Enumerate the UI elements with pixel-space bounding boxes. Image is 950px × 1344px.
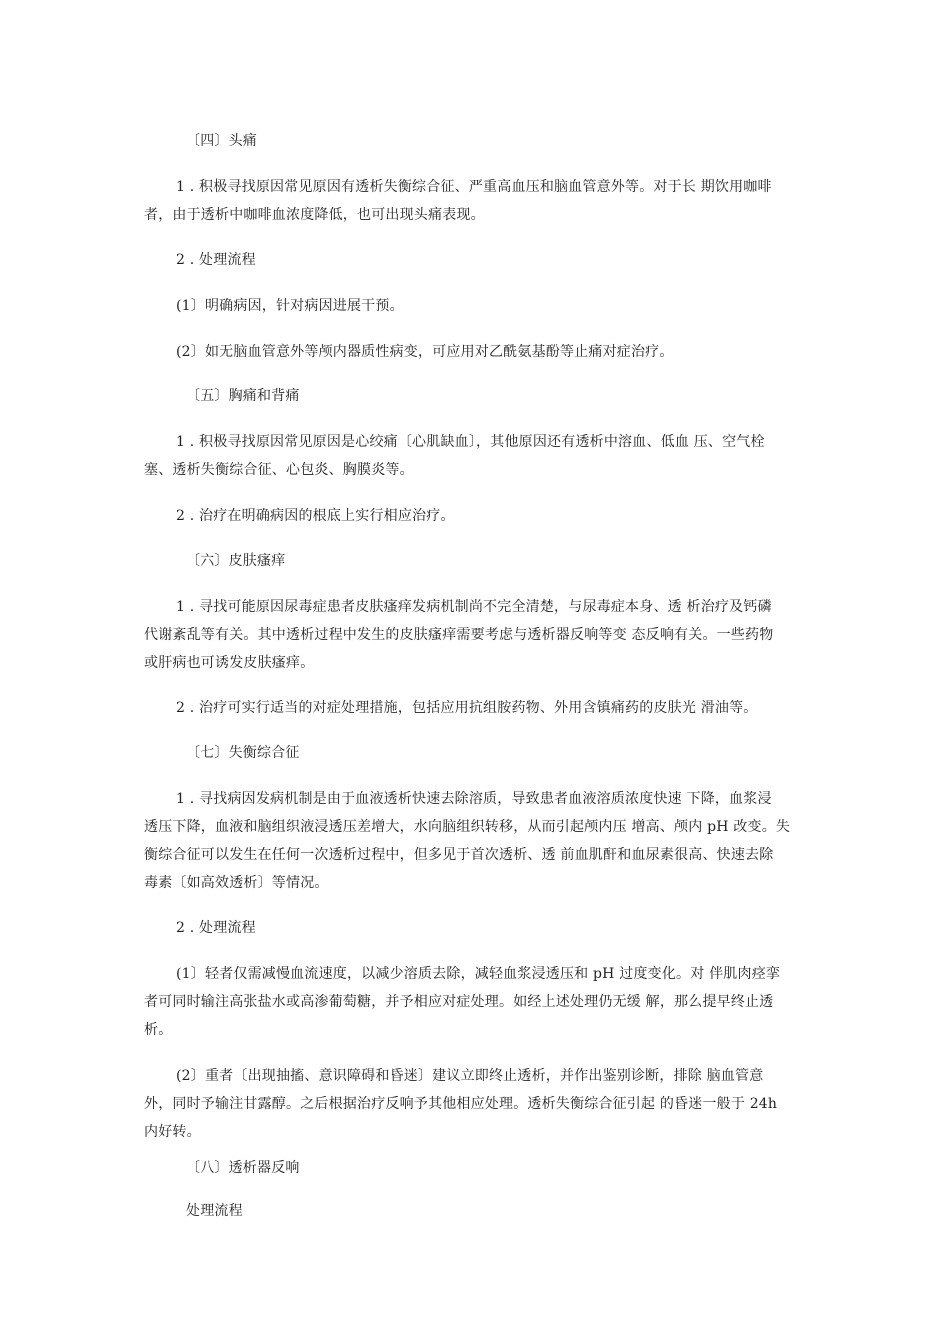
paragraph-line: (1〕明确病因，针对病因进展干预。 (176, 298, 404, 314)
paragraph-line: 1 . 寻找病因发病机制是由于血液透析快速去除溶质，导致患者血液溶质浓度快速 下降，血浆浸 (176, 791, 772, 807)
paragraph-line: 析。 (144, 1022, 173, 1038)
paragraph-line: 1 . 积极寻找原因常见原因是心绞痛〔心肌缺血〕，其他原因还有透析中溶血、低血 压、空气栓 (176, 434, 765, 450)
paragraph-line: 毒素〔如高效透析〕等情况。 (144, 875, 329, 891)
section-heading: 〔八〕透析器反响 (186, 1160, 300, 1176)
paragraph-line: (2〕重者〔出现抽搐、意识障碍和昏迷〕建议立即终止透析，并作出鉴别诊断，排除 脑血管意 (176, 1068, 764, 1084)
section-heading: 〔七〕失衡综合征 (186, 745, 300, 761)
paragraph-line: 衡综合征可以发生在任何一次透析过程中，但多见于首次透析、透 前血肌酐和血尿素很高、快速去除 (144, 847, 774, 863)
paragraph-line: (2〕如无脑血管意外等颅内器质性病变，可应用对乙酰氨基酚等止痛对症治疗。 (176, 344, 674, 360)
paragraph-line: 代谢紊乱等有关。其中透析过程中发生的皮肤瘙痒需要考虑与透析器反响等变 态反响有关。一些药物 (144, 627, 774, 643)
paragraph-line: 2 . 处理流程 (176, 252, 256, 268)
paragraph-line: 透压下降，血液和脑组织液浸透压差增大，水向脑组织转移，从而引起颅内压 增高、颅内 pH 改变。失 (144, 819, 791, 835)
paragraph-line: 2 . 治疗在明确病因的根底上实行相应治疗。 (176, 508, 455, 524)
paragraph-line: 者，由于透析中咖啡血浓度降低，也可出现头痛表现。 (144, 207, 485, 223)
paragraph-line: 2 . 治疗可实行适当的对症处理措施，包括应用抗组胺药物、外用含镇痛药的皮肤光 滑油等。 (176, 700, 758, 716)
paragraph-line: 处理流程 (186, 1203, 243, 1219)
section-heading: 〔六〕皮肤瘙痒 (186, 553, 286, 569)
paragraph-line: 1 . 寻找可能原因尿毒症患者皮肤瘙痒发病机制尚不完全清楚，与尿毒症本身、透 析治疗及钙磷 (176, 599, 772, 615)
paragraph-line: 或肝病也可诱发皮肤瘙痒。 (144, 655, 315, 671)
section-heading: 〔五〕胸痛和背痛 (186, 388, 300, 404)
paragraph-line: 1 . 积极寻找原因常见原因有透析失衡综合征、严重高血压和脑血管意外等。对于长 期饮用咖啡 (176, 179, 772, 195)
section-heading: 〔四〕头痛 (186, 133, 257, 149)
paragraph-line: 塞、透析失衡综合征、心包炎、胸膜炎等。 (144, 462, 414, 478)
paragraph-line: (1〕轻者仅需减慢血流速度，以减少溶质去除，减轻血浆浸透压和 pH 过度变化。对 伴肌肉痉挛 (176, 966, 781, 982)
paragraph-line: 2 . 处理流程 (176, 920, 256, 936)
paragraph-line: 外，同时予输注甘露醇。之后根据治疗反响予其他相应处理。透析失衡综合征引起 的昏迷一般于 24h (144, 1096, 778, 1112)
paragraph-line: 内好转。 (144, 1124, 201, 1140)
paragraph-line: 者可同时输注高张盐水或高渗葡萄糖，并予相应对症处理。如经上述处理仍无缓 解，那么提早终止透 (144, 994, 774, 1010)
